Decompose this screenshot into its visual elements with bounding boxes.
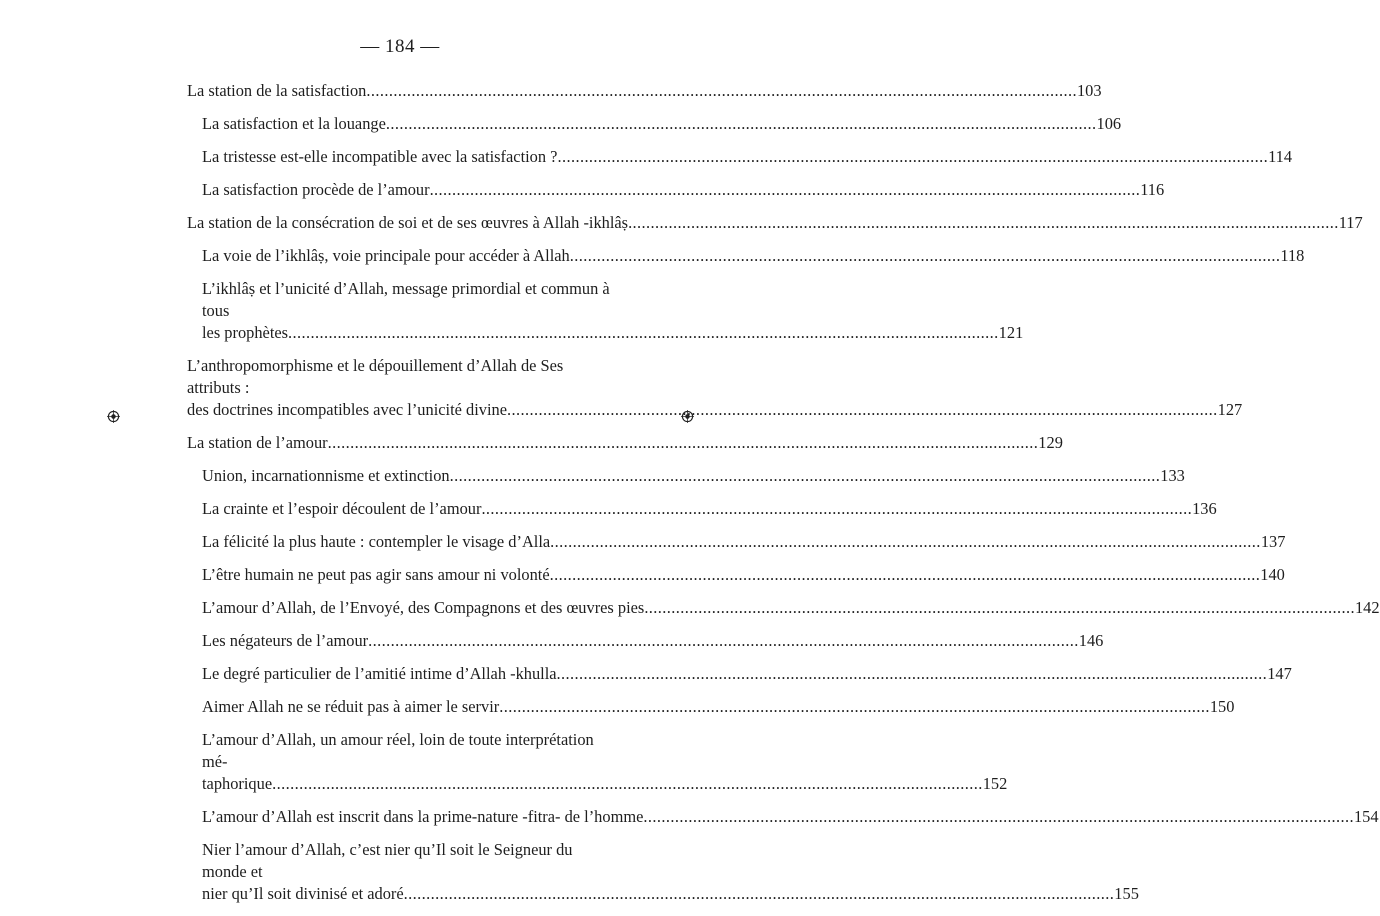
toc-entry-line — [202, 806, 1379, 828]
toc-entry-page-number: 152 — [982, 774, 1008, 793]
dot-leader — [404, 883, 1115, 905]
toc-entry-title: La félicité la plus haute : contempler le visage d’Alla — [202, 532, 551, 551]
toc-entry-page-number: 118 — [1280, 246, 1305, 265]
toc-entry-line — [202, 630, 1104, 652]
toc-entry-page-number: 150 — [1209, 697, 1235, 716]
toc-entry — [187, 531, 1286, 553]
toc-entry-line — [202, 179, 1165, 201]
toc-entry — [187, 355, 1243, 421]
dot-leader — [288, 322, 999, 344]
toc-entry — [187, 245, 1305, 267]
toc-entry-title-line: L’ikhlâṣ et l’unicité d’Allah, message primordial et commun à tous — [202, 279, 610, 320]
toc-entry-title: Union, incarnationnisme et extinction — [202, 466, 450, 485]
dot-leader — [557, 663, 1268, 685]
toc-entry-title: taphorique — [202, 774, 273, 793]
dot-leader — [430, 179, 1141, 201]
toc-entry-title: L’amour d’Allah, de l’Envoyé, des Compagnons et des œuvres pies — [202, 598, 645, 617]
toc-entry-page-number: 106 — [1096, 114, 1122, 133]
toc-entry-title: La station de la consécration de soi et de ses œuvres à Allah -ikhlâṣ — [187, 213, 629, 232]
toc-entry-page-number: 155 — [1114, 884, 1139, 903]
toc-entry-page-number: 129 — [1038, 433, 1063, 452]
dot-leader — [368, 630, 1079, 652]
toc-entry-title: nier qu’Il soit divinisé et adoré — [202, 884, 404, 903]
dot-leader — [628, 212, 1339, 234]
toc-entry-title: La satisfaction procède de l’amour — [202, 180, 430, 199]
toc-entry-line — [202, 498, 1217, 520]
toc-entry-line — [202, 663, 1292, 685]
toc-entry — [187, 212, 1363, 234]
toc-entry-page-number: 121 — [998, 323, 1024, 342]
toc-entry-title-line: L’amour d’Allah, un amour réel, loin de toute interprétation mé- — [202, 730, 594, 771]
dot-leader — [328, 432, 1039, 454]
toc-entry — [187, 597, 1380, 619]
toc-entry — [187, 630, 1104, 652]
toc-entry-title: La tristesse est-elle incompatible avec la satisfaction ? — [202, 147, 558, 166]
dot-leader — [644, 597, 1355, 619]
toc-entry-page-number: 147 — [1267, 664, 1292, 683]
toc-entry — [187, 465, 1185, 487]
page-number: — 184 — — [360, 36, 440, 57]
toc-entry-line — [202, 245, 1305, 267]
table-of-contents — [187, 80, 1380, 916]
toc-entry-title: La station de l’amour — [187, 433, 328, 452]
toc-entry-page-number: 103 — [1076, 81, 1102, 100]
toc-entry-title: La crainte et l’espoir découlent de l’amour — [202, 499, 482, 518]
toc-entry-line — [202, 773, 1008, 795]
toc-entry — [187, 806, 1379, 828]
toc-entry-title: L’être humain ne peut pas agir sans amour ni volonté — [202, 565, 550, 584]
toc-entry-title: La station de la satisfaction — [187, 81, 367, 100]
toc-entry-page-number: 133 — [1160, 466, 1185, 485]
toc-entry-title: Les négateurs de l’amour — [202, 631, 369, 650]
toc-entry-title: La voie de l’ikhlâṣ, voie principale pour accéder à Allah — [202, 246, 570, 265]
toc-entry-line — [202, 146, 1293, 168]
toc-entry-page-number: 154 — [1353, 807, 1379, 826]
toc-entry-page-number: 146 — [1078, 631, 1104, 650]
toc-entry-page-number: 127 — [1217, 400, 1243, 419]
toc-entry-page-number: 114 — [1268, 147, 1293, 166]
toc-entry-line — [202, 322, 1024, 344]
toc-entry-page-number: 140 — [1260, 565, 1285, 584]
toc-entry-line — [202, 883, 1139, 905]
toc-entry-page-number: 117 — [1338, 213, 1363, 232]
toc-entry — [187, 729, 1008, 795]
toc-entry — [187, 696, 1235, 718]
toc-entry-page-number: 136 — [1192, 499, 1217, 518]
dot-leader — [507, 399, 1218, 421]
toc-entry-title: Le degré particulier de l’amitié intime d’Allah -khulla — [202, 664, 557, 683]
toc-entry-title-line: L’anthropomorphisme et le dépouillement d’Allah de Ses attributs : — [187, 356, 564, 397]
toc-entry-title: les prophètes — [202, 323, 289, 342]
toc-entry — [187, 80, 1102, 102]
toc-entry — [187, 564, 1285, 586]
registration-mark-icon — [107, 410, 120, 423]
toc-entry — [187, 179, 1165, 201]
toc-entry-page-number: 137 — [1260, 532, 1286, 551]
dot-leader — [550, 531, 1261, 553]
toc-entry-line — [187, 399, 1243, 421]
toc-entry-line — [202, 564, 1285, 586]
toc-entry-title: L’amour d’Allah est inscrit dans la prime-nature -fitra- de l’homme — [202, 807, 644, 826]
toc-entry-line — [202, 531, 1286, 553]
dot-leader — [643, 806, 1354, 828]
dot-leader — [366, 80, 1077, 102]
toc-entry-title: Aimer Allah ne se réduit pas à aimer le servir — [202, 697, 500, 716]
toc-entry — [187, 146, 1293, 168]
toc-entry-line — [202, 465, 1185, 487]
toc-entry — [187, 663, 1292, 685]
toc-entry-title: La satisfaction et la louange — [202, 114, 386, 133]
toc-entry — [187, 839, 1139, 905]
dot-leader — [550, 564, 1261, 586]
toc-entry-page-number: 142 — [1354, 598, 1380, 617]
toc-entry-line — [202, 696, 1235, 718]
dot-leader — [570, 245, 1281, 267]
toc-entry-line — [187, 432, 1063, 454]
toc-entry-line — [187, 80, 1102, 102]
dot-leader — [499, 696, 1210, 718]
dot-leader — [386, 113, 1097, 135]
dot-leader — [481, 498, 1192, 520]
toc-entry — [187, 278, 1024, 344]
toc-entry-line — [187, 212, 1363, 234]
toc-entry-title-line: Nier l’amour d’Allah, c’est nier qu’Il soit le Seigneur du monde et — [202, 840, 573, 881]
dot-leader — [557, 146, 1268, 168]
toc-entry-title: des doctrines incompatibles avec l’unicité divine — [187, 400, 507, 419]
dot-leader — [272, 773, 983, 795]
toc-entry — [187, 113, 1122, 135]
toc-entry — [187, 498, 1217, 520]
toc-entry — [187, 432, 1063, 454]
dot-leader — [450, 465, 1161, 487]
toc-entry-line — [202, 597, 1380, 619]
toc-entry-page-number: 116 — [1140, 180, 1165, 199]
toc-entry-line — [202, 113, 1122, 135]
